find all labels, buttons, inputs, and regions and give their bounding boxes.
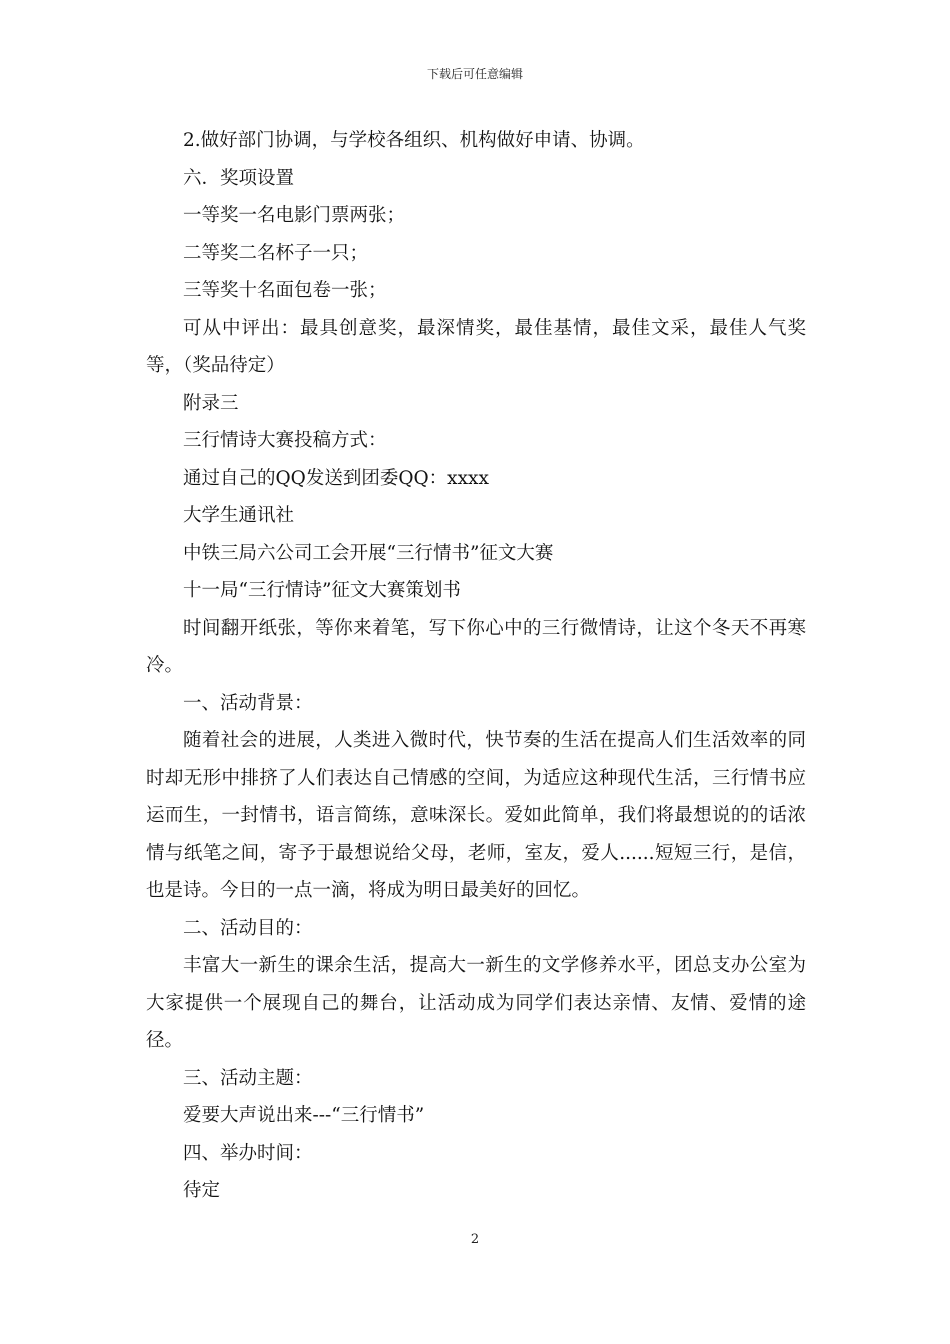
section-purpose-heading: 二、活动目的： bbox=[183, 917, 313, 939]
organizer-name: 大学生通讯社 bbox=[183, 505, 295, 526]
third-prize: 三等奖十名面包卷一张； bbox=[183, 280, 387, 301]
page-number: 2 bbox=[470, 1232, 480, 1247]
first-prize: 一等奖一名电影门票两张； bbox=[183, 205, 406, 226]
special-awards-paragraph: 可从中评出：最具创意奖，最深情奖，最佳基情，最佳文采，最佳人气奖等，（奖品待定） bbox=[146, 317, 806, 376]
intro-paragraph: 时间翻开纸张，等你来着笔，写下你心中的三行微情诗，让这个冬天不再寒冷。 bbox=[146, 617, 806, 676]
page-header: 下载后可任意编辑 bbox=[426, 67, 523, 81]
section-background-heading: 一、活动背景： bbox=[183, 692, 313, 714]
article-title-2: 十一局“三行情诗”征文大赛策划书 bbox=[183, 580, 461, 601]
submission-method-heading: 三行情诗大赛投稿方式： bbox=[183, 430, 387, 451]
section-theme-heading: 三、活动主题： bbox=[183, 1067, 313, 1089]
article-title-1: 中铁三局六公司工会开展“三行情书”征文大赛 bbox=[183, 542, 554, 564]
time-text: 待定 bbox=[183, 1180, 221, 1201]
section-time-heading: 四、举办时间： bbox=[183, 1142, 313, 1164]
section-awards-heading: 六．奖项设置 bbox=[183, 167, 295, 189]
submission-method: 通过自己的QQ发送到团委QQ：xxxx bbox=[183, 467, 489, 489]
second-prize: 二等奖二名杯子一只； bbox=[183, 242, 369, 264]
purpose-paragraph: 丰富大一新生的课余生活，提高大一新生的文学修养水平，团总支办公室为大家提供一个展现自己的舞台，让活动成为同学们表达亲情、友情、爱情的途径。 bbox=[146, 955, 806, 1051]
appendix-heading: 附录三 bbox=[183, 392, 239, 414]
document-body bbox=[146, 122, 806, 1210]
coordination-item: 2.做好部门协调，与学校各组织、机构做好申请、协调。 bbox=[183, 130, 645, 151]
background-paragraph: 随着社会的进展，人类进入微时代，快节奏的生活在提高人们生活效率的同时却无形中排挤了人们表达自己情感的空间，为适应这种现代生活，三行情书应运而生，一封情书，语言简练，意味深长。爱如此简单，我们将最想说的的话浓情与纸笔之间，寄予于最想说给父母，老师，室友，爱人......短短三行，是信，也是诗。今日的一点一滴，将成为明日最美好的回忆。 bbox=[146, 730, 806, 901]
theme-text: 爱要大声说出来---“三行情书” bbox=[183, 1105, 425, 1126]
